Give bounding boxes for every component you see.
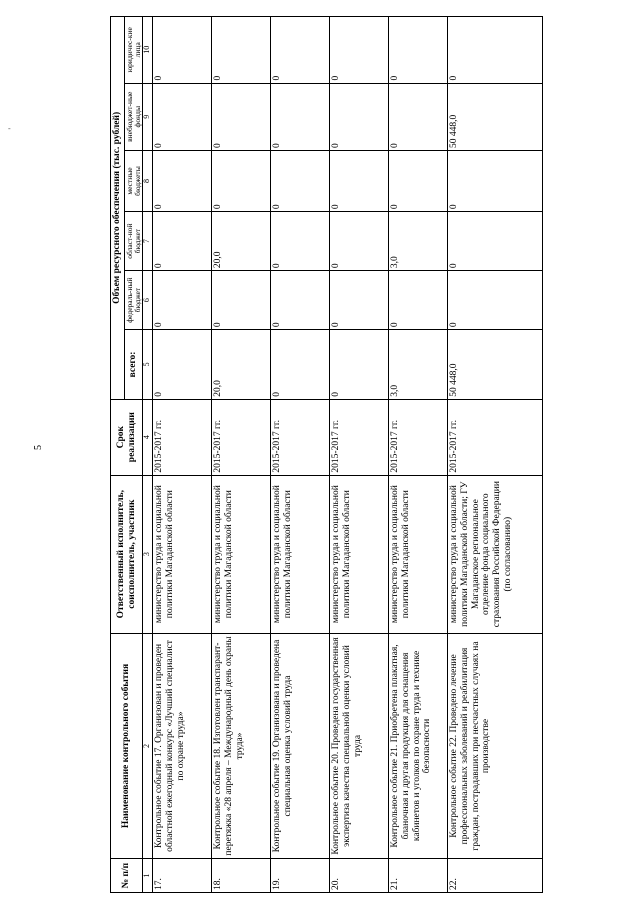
cell-executor: министерство труда и социальной политики Магаданской области xyxy=(212,475,271,633)
cell-regional: 0 xyxy=(448,212,543,271)
header-term: Срок реализации xyxy=(111,399,143,475)
column-index: 6 xyxy=(143,271,153,330)
cell-federal: 0 xyxy=(389,271,448,330)
cell-regional: 3,0 xyxy=(389,212,448,271)
column-index: 5 xyxy=(143,330,153,400)
cell-total: 0 xyxy=(153,330,212,400)
cell-legal: 0 xyxy=(448,17,543,84)
column-index: 2 xyxy=(143,633,153,859)
cell-federal: 0 xyxy=(212,271,271,330)
cell-extra: 50 448,0 xyxy=(448,83,543,150)
column-index: 3 xyxy=(143,475,153,633)
cell-num: 21. xyxy=(389,859,448,893)
header-num: № п/п xyxy=(111,859,143,893)
header-extra: внебюджет-ные фонды xyxy=(124,83,143,150)
column-index: 8 xyxy=(143,150,153,211)
cell-local: 0 xyxy=(271,150,330,211)
header-name: Наименование контрольного события xyxy=(111,633,143,859)
cell-num: 18. xyxy=(212,859,271,893)
cell-name: Контрольное событие 20. Проведена государственная экспертиза качества специальной оценки условий труда xyxy=(330,633,389,859)
cell-federal: 0 xyxy=(330,271,389,330)
table-row xyxy=(153,17,212,893)
column-index: 7 xyxy=(143,212,153,271)
cell-extra: 0 xyxy=(389,83,448,150)
table-row xyxy=(212,17,271,893)
cell-executor: министерство труда и социальной политики Магаданской области; ГУ Магаданское региональное отделение фонда социального страхования Российской Федерации (по согласованию) xyxy=(448,475,543,633)
column-index: 1 xyxy=(143,859,153,893)
cell-local: 0 xyxy=(153,150,212,211)
table-row xyxy=(271,17,330,893)
column-index-row xyxy=(143,17,153,893)
cell-local: 0 xyxy=(212,150,271,211)
cell-name: Контрольное событие 19. Организована и проведена специальная оценка условий труда xyxy=(271,633,330,859)
cell-term: 2015-2017 гг. xyxy=(448,399,543,475)
cell-legal: 0 xyxy=(212,17,271,84)
rotated-table-container xyxy=(110,16,540,893)
stray-mark: - xyxy=(8,124,11,133)
cell-num: 17. xyxy=(153,859,212,893)
header-federal: федераль-ный бюджет xyxy=(124,271,143,330)
table-row xyxy=(330,17,389,893)
cell-regional: 0 xyxy=(330,212,389,271)
cell-extra: 0 xyxy=(212,83,271,150)
cell-extra: 0 xyxy=(153,83,212,150)
cell-term: 2015-2017 гг. xyxy=(330,399,389,475)
cell-local: 0 xyxy=(448,150,543,211)
control-events-table xyxy=(110,16,543,893)
cell-local: 0 xyxy=(330,150,389,211)
header-legal: юридичес-кие лица xyxy=(124,17,143,84)
cell-executor: министерство труда и социальной политики Магаданской области xyxy=(389,475,448,633)
cell-total: 0 xyxy=(271,330,330,400)
cell-extra: 0 xyxy=(330,83,389,150)
cell-term: 2015-2017 гг. xyxy=(153,399,212,475)
cell-name: Контрольное событие 18. Изготовлен транспарант-перетяжка «28 апреля – Международный день охраны труда» xyxy=(212,633,271,859)
cell-name: Контрольное событие 17. Организован и проведен областной ежегодный конкурс «Лучший специалист по охране труда» xyxy=(153,633,212,859)
cell-executor: министерство труда и социальной политики Магаданской области xyxy=(271,475,330,633)
cell-total: 0 xyxy=(330,330,389,400)
cell-legal: 0 xyxy=(330,17,389,84)
cell-term: 2015-2017 гг. xyxy=(212,399,271,475)
cell-federal: 0 xyxy=(448,271,543,330)
header-local: местные бюджеты xyxy=(124,150,143,211)
page-number: 5 xyxy=(33,445,44,450)
cell-federal: 0 xyxy=(271,271,330,330)
cell-extra: 0 xyxy=(271,83,330,150)
cell-name: Контрольное событие 21. Приобретена плакатная, бланочная и другая продукция для оснащения кабинетов и уголков по охране труда и технике безопасности xyxy=(389,633,448,859)
cell-num: 19. xyxy=(271,859,330,893)
cell-federal: 0 xyxy=(153,271,212,330)
column-index: 4 xyxy=(143,399,153,475)
cell-regional: 20,0 xyxy=(212,212,271,271)
cell-regional: 0 xyxy=(153,212,212,271)
cell-legal: 0 xyxy=(389,17,448,84)
column-index: 10 xyxy=(143,17,153,84)
table-row xyxy=(448,17,543,893)
cell-regional: 0 xyxy=(271,212,330,271)
cell-total: 50 448,0 xyxy=(448,330,543,400)
cell-num: 20. xyxy=(330,859,389,893)
cell-total: 3,0 xyxy=(389,330,448,400)
header-regional: област-ной бюджет xyxy=(124,212,143,271)
header-funding-group: Объем ресурсного обеспечения (тыс. рублей) xyxy=(111,17,125,400)
table-row xyxy=(389,17,448,893)
column-index: 9 xyxy=(143,83,153,150)
cell-local: 0 xyxy=(389,150,448,211)
cell-term: 2015-2017 гг. xyxy=(389,399,448,475)
cell-executor: министерство труда и социальной политики Магаданской области xyxy=(330,475,389,633)
cell-num: 22. xyxy=(448,859,543,893)
cell-name: Контрольное событие 22. Проведено лечение профессиональных заболеваний и реабилитация граждан, пострадавших при несчастных случаях на производстве xyxy=(448,633,543,859)
cell-legal: 0 xyxy=(271,17,330,84)
cell-legal: 0 xyxy=(153,17,212,84)
cell-term: 2015-2017 гг. xyxy=(271,399,330,475)
header-executor: Ответственный исполнитель, соисполнитель, участник xyxy=(111,475,143,633)
header-total: всего: xyxy=(124,330,143,400)
cell-total: 20,0 xyxy=(212,330,271,400)
cell-executor: министерство труда и социальной политики Магаданской области xyxy=(153,475,212,633)
